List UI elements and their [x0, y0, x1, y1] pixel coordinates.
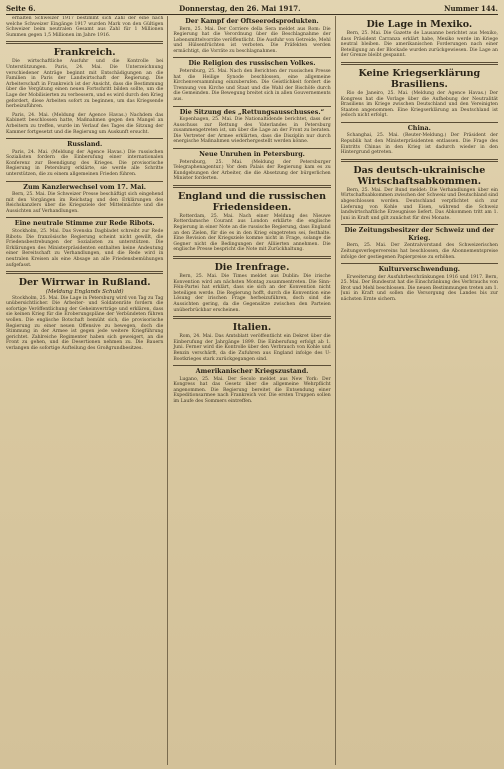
article-body: Erweiterung der Ausfuhrbeschränkungen 1916 und 1917. Bern, 25. Mai. Der Bundesrat hat die Einschränkung des Verbrauchs von Brot und Mehl beschlossen. Die neuen Bestimmungen treten am 1. Juni in Kraft und sollen die Versorgung des Landes bis zur nächsten Ernte sichern. — [340, 274, 498, 303]
article-headline: China. — [407, 123, 431, 132]
article-body: Bern, 25. Mai. Der Corriere della Sera meldet aus Rom: Die Regierung hat die Verordnung über die Beschlagnahme der Lebensmittelvorräte veröffentlicht. Die Ausfuhr von Getreide, Mehl und Hülsenfrüchten ist verboten. Die Präfekten werden ermächtigt, die Vorräte zu beschlagnahmen. — [173, 26, 331, 54]
article-body: Bern, 25. Mai. Die Schweizer Presse beschäftigt sich eingehend mit den Vorgängen im Reichstag und den Erklärungen des Reichskanzlers über die Kriegsziele der Mittelmächte und die Aussichten auf Verhandlungen. — [6, 192, 164, 214]
masthead — [6, 2, 498, 15]
article-divider — [6, 41, 163, 44]
article-body: Rom, 24. Mai. Das Amtsblatt veröffentlicht ein Dekret über die Einberufung der Jahrgänge 1899. Die Einberufung erfolgt ab 1. Juni. Ferner wird die Kontrolle über den Verbrauch von Kohle und Benzin verschärft, da die Zufuhren aus England infolge des U-Bootkrieges stark zurückgegangen sind. — [173, 334, 331, 362]
article-divider — [341, 263, 498, 264]
article-headline: Zum Kanzlerwechsel vom 17. Mai. — [23, 182, 147, 191]
article-headline: Keine Kriegserklärung Brasiliens. — [358, 67, 481, 90]
article-body: Schanghai, 25. Mai. (Reuter-Meldung.) Der Präsident der Republik hat den Ministerpräsidenten entlassen. Die Frage des Eintritts Chinas in den Krieg ist dadurch wieder in den Hintergrund getreten. — [340, 133, 498, 156]
article-divider — [6, 217, 163, 218]
article-divider — [6, 271, 163, 274]
article — [173, 185, 330, 253]
article-body: Lugano, 25. Mai. Der Secolo meldet aus New York: Der Kongress hat das Gesetz über die allgemeine Wehrpflicht angenommen. Die Regierung bereitet die Entsendung einer Expeditionsarmee nach Frankreich vor. Die ersten Truppen sollen im Laufe des Sommers eintreffen. — [173, 376, 331, 405]
article-body: Bern, 25. Mai. Der Zentralvorstand des Schweizerischen Zeitungsverlegervereins hat beschlossen, die Abonnementspreise infolge der gestiegenen Papierpreise zu erhöhen. — [340, 243, 498, 260]
article — [173, 365, 330, 404]
article-headline: Die Irenfrage. — [214, 262, 290, 274]
article — [173, 106, 330, 145]
article — [173, 57, 330, 102]
article — [6, 181, 163, 215]
article-headline: Kulturverschwendung. — [378, 265, 461, 274]
article-body: Bern, 25. Mai. Der Bund meldet: Die Verhandlungen über ein Wirtschaftsabkommen zwischen der Schweiz und Deutschland sind abgeschlossen worden. Deutschland verpflichtet sich zur Lieferung von Kohle und Eisen, während die Schweiz landwirtschaftliche Erzeugnisse liefert. Das Abkommen tritt am 1. Juni in Kraft und gilt zunächst für drei Monate. — [340, 187, 498, 221]
article — [6, 113, 163, 135]
article — [173, 18, 330, 54]
article-headline: Die Lage in Mexiko. — [366, 19, 473, 30]
article-divider — [6, 181, 163, 182]
article-divider — [173, 316, 330, 319]
article-headline: Italien. — [232, 322, 272, 334]
article-divider — [6, 138, 163, 139]
article-divider — [341, 159, 498, 162]
article-divider — [341, 224, 498, 225]
article-headline: Russland. — [67, 140, 103, 149]
article — [6, 16, 163, 38]
article-body: erhalten Schweizer 1917 bestimmt sich Zahl der eine nach welche Schweizer Eingänge 1917 wurden Mark von den Gültigen Schweizer beim neutralen Gesamt aus Zahl für 1 Millionen Summen gegen 1,5 Millionen im Jahre 1916. — [6, 16, 164, 38]
columns-container — [6, 16, 498, 765]
article — [341, 224, 498, 260]
article — [341, 263, 498, 302]
article — [173, 256, 330, 313]
article-divider — [173, 185, 330, 188]
article — [341, 159, 498, 222]
article-headline: England und die russischen Friedensideen. — [177, 190, 326, 213]
article — [6, 271, 163, 351]
issue-number: Nummer 144. — [444, 3, 498, 13]
page-number: Seite 6. — [6, 3, 36, 13]
article-body: Bern, 25. Mai. Die Times meldet aus Dublin: Die irische Konvention wird am nächsten Montag zusammentreten. Die Sinn-Féin-Partei hat erklärt, dass sie sich an der Konvention nicht beteiligen werde. Die Regierung hofft, durch die Konvention eine Lösung der irischen Frage herbeizuführen, doch sind die Aussichten gering, da die Gegensätze zwischen den Parteien unüberbrückbar erscheinen. — [173, 274, 331, 313]
column-3 — [341, 16, 498, 765]
article — [341, 19, 498, 59]
article-headline: Die Zeitungsbesitzer der Schweiz und der Krieg. — [344, 226, 495, 242]
article-divider — [173, 106, 330, 107]
column-1 — [6, 16, 168, 765]
article-body: Stockholm, 25. Mai. Die Lage in Petersburg wird von Tag zu Tag unübersichtlicher. Die Arbeiter- und Soldatenräte fordern die sofortige Veröffentlichung der Geheimverträge und erklären, dass sie keinen Krieg für die Eroberungspläne der Verbündeten führen wollen. Die englische Botschaft bemüht sich, die provisorische Regierung zu einer neuen Offensive zu bewegen, doch die Stimmung in der Armee ist gegen jede weitere Kriegführung gerichtet. Zahlreiche Regimenter haben sich geweigert, an die Front zu gehen, und die Desertionen nehmen zu. Die Bauern verlangen die sofortige Aufteilung des Großgrundbesitzes. — [6, 295, 164, 351]
article-subhead: (Meldung Englands Schuld) — [45, 289, 124, 296]
article-body: Paris, 24. Mai. (Meldung der Agence Havas.) Nachdem das Kabinett beschlossen hatte, Maßnahmen gegen den Mangel an Arbeitern zu treffen, wurde im Verlauf des Tages die Sitzung der Kammer fortgesetzt und die Regierung um Auskunft ersucht. — [6, 112, 164, 135]
article-divider — [173, 57, 330, 58]
article-body: Bern, 25. Mai. Die Gazette de Lausanne berichtet aus Mexiko, dass Präsident Carranza erklärt habe, Mexiko werde im Kriege neutral bleiben. Die amerikanischen Forderungen nach einer Beteiligung an der Blockade wurden zurückgewiesen. Die Lage an der Grenze bleibt gespannt. — [340, 31, 498, 59]
article-divider — [173, 365, 330, 366]
article-headline: Die Religion des russischen Volkes. — [188, 59, 316, 68]
paper-date-title: Donnerstag, den 26. Mai 1917. — [179, 3, 301, 13]
article-body: Petersburg, 25. Mai. Nach den Berichten der russischen Presse hat die Heilige Synode beschlossen, eine allgemeine Kirchenversammlung einzuberufen. Die Geistlichkeit fordert die Trennung von Kirche und Staat und die Wahl der Bischöfe durch die Gemeinden. Die Bewegung breitet sich in allen Gouvernements aus. — [173, 68, 331, 102]
article-headline: Eine neutrale Stimme zur Rede Ribots. — [14, 219, 155, 228]
article-divider — [341, 62, 498, 65]
article-headline: Das deutsch-ukrainische Wirtschaftsabkommen. — [353, 164, 486, 187]
article-body: Petersburg, 25. Mai. (Meldung der Petersburger Telegraphenagentur.) Vor dem Palais der Regierung kam es zu Kundgebungen der Arbeiter, die die Absetzung der bürgerlichen Minister forderten. — [173, 159, 331, 182]
article-divider — [341, 122, 498, 123]
article-divider — [173, 148, 330, 149]
article-body: Kopenhagen, 25. Mai. Die Nationaltidende berichtet, dass der Ausschuss zur Rettung des Vaterlandes in Petersburg zusammengetreten ist, um über die Lage an der Front zu beraten. Die Vertreter der Armee erklärten, dass die Disziplin nur durch energische Maßnahmen wiederhergestellt werden könne. — [173, 117, 331, 145]
article-headline: Neue Unruhen in Petersburg. — [199, 150, 305, 158]
article-body: Rotterdam, 25. Mai. Nach einer Meldung des Nieuwe Rotterdamsche Courant aus London erklärte die englische Regierung in einer Note an die russische Regierung, dass England an den Zielen, für die es in den Krieg eingetreten sei, festhalte. Eine Revision der Kriegsziele komme nicht in Frage, solange die Gegner nicht die Bedingungen der Alliierten annehmen. Die englische Presse bespricht die Note mit Zurückhaltung. — [173, 213, 331, 253]
article — [6, 138, 163, 177]
article-divider — [173, 256, 330, 259]
article — [6, 41, 163, 109]
article-headline: Amerikanischer Kriegszustand. — [195, 367, 309, 376]
article-headline: Der Wirrwar in Rußland. — [18, 277, 151, 289]
article-headline: Die Sitzung des „Rettungsausschusses.“ — [179, 107, 325, 116]
column-2 — [173, 16, 335, 765]
article — [341, 122, 498, 156]
article-body: Paris, 24. Mai. (Meldung der Agence Havas.) Die russischen Sozialisten fordern die Einberufung einer internationalen Konferenz zur Beendigung des Krieges. Die provisorische Regierung in Petersburg erklärte, sie werde alle Schritte unterstützen, die zu einem allgemeinen Frieden führen. — [6, 149, 164, 177]
article-body: Die wirtschaftliche Ausfuhr und die Kontrolle bei Unterstützungen. Paris, 24. Mai. Die Unterzeichnung verschiedener Anträge beginnt mit Entschädigungen an die Familien in Paris der Landwirtschaft der Regierung. Die Arbeiterschaft in Frankreich ist der Ansicht, dass die Bestimmung über die Vergütung einen neuen Fortschritt bilden sollte, um die Lage der Mobilisierten zu verbessern, und es wird durch den Krieg gefordert, diese Arbeiten sofort zu beginnen, um das Kriegsende herbeizuführen. — [6, 59, 164, 110]
article-headline: Frankreich. — [53, 47, 116, 59]
article — [341, 62, 498, 119]
article — [173, 316, 330, 362]
article-body: Stockholm, 25. Mai. Das Svenska Dagbladet schreibt zur Rede Ribots: Die französische Regierung scheint nicht gewillt, die Friedensbestrebungen der Sozialisten zu unterstützen. Die Erklärungen des Ministerpräsidenten enthalten keine Andeutung einer Bereitschaft zu Verhandlungen, und die Rede wird in neutralen Kreisen als eine Absage an alle Friedensbemühungen aufgefasst. — [6, 228, 164, 268]
article-body: Rio de Janeiro, 25. Mai. (Meldung der Agence Havas.) Der Kongress hat die Vorlage über die Aufhebung der Neutralität Brasiliens im Kriege zwischen Deutschland und den Vereinigten Staaten angenommen. Eine Kriegserklärung an Deutschland ist jedoch nicht erfolgt. — [340, 90, 498, 119]
article-headline: Der Kampf der Oftseerodsprodukten. — [185, 17, 319, 25]
article — [173, 148, 330, 182]
article — [6, 217, 163, 268]
